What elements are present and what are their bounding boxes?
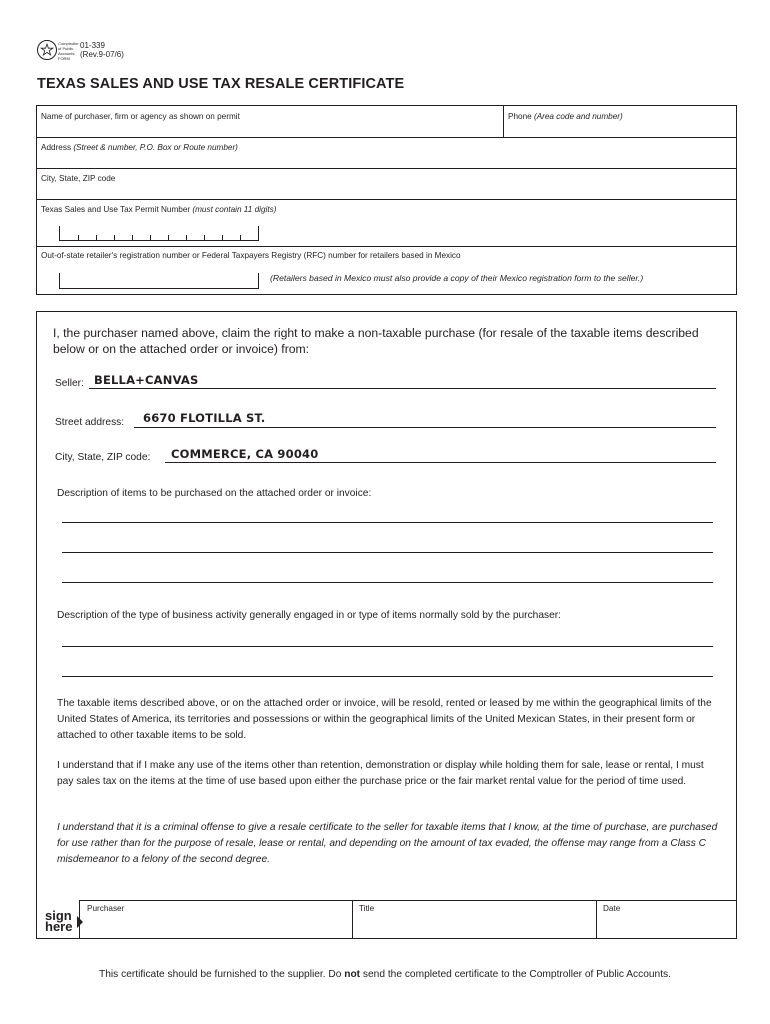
rfc-number-input[interactable] — [59, 273, 259, 289]
seller-city-input[interactable]: COMMERCE, CA 90040 — [171, 447, 319, 461]
arrow-right-icon — [77, 916, 83, 928]
seller-input[interactable]: BELLA+CANVAS — [94, 373, 199, 387]
seller-line — [89, 388, 716, 389]
claim-intro: I, the purchaser named above, claim the right to make a non-taxable purchase (for resale of the taxable items described below or on the attached order or invoice) from: — [53, 326, 699, 356]
items-line-1[interactable] — [62, 522, 713, 523]
permit-number-label: Texas Sales and Use Tax Permit Number (must contain 11 digits) — [41, 205, 277, 214]
resale-statement: The taxable items described above, or on the attached order or invoice, will be resold, rented or leased by me within the geographical limits of the United States of America, its territories and possessions or within the geographical limits of the United Mexican States, in their present form or attached to other taxable items to be sold. — [57, 698, 712, 741]
page-title: TEXAS SALES AND USE TAX RESALE CERTIFICATE — [37, 76, 405, 92]
business-activity-label: Description of the type of business activity generally engaged in or type of items normally sold by the purchaser: — [57, 610, 561, 621]
form-revision: (Rev.9-07/6) — [80, 50, 124, 59]
street-address-label: Street address: — [55, 417, 125, 428]
purchaser-name-label: Name of purchaser, firm or agency as shown on permit — [41, 112, 240, 121]
activity-line-1[interactable] — [62, 646, 713, 647]
criminal-offense-warning: I understand that it is a criminal offense to give a resale certificate to the seller for taxable items that I know, at the time of purchase, are purchased for use rather than for the purpose of resale, lease or rental, and depending on the amount of tax evaded, the offense may range from a Class C misdemeanor to a felony of the second degree. — [57, 822, 718, 865]
rfc-number-label: Out-of-state retailer's registration number or Federal Taxpayers Registry (RFC) number for retailers based in Mexico — [41, 251, 461, 260]
items-line-3[interactable] — [62, 582, 713, 583]
seller-city-line — [165, 462, 716, 463]
form-number: 01-339 (Rev.9-07/6) — [80, 41, 124, 59]
purchaser-info-box — [36, 105, 737, 295]
activity-line-2[interactable] — [62, 676, 713, 677]
phone-label: Phone (Area code and number) — [508, 112, 623, 121]
permit-number-input[interactable] — [59, 226, 259, 241]
purchaser-signature-label: Purchaser — [87, 904, 125, 913]
items-description-label: Description of items to be purchased on the attached order or invoice: — [57, 488, 372, 499]
seller-label: Seller: — [55, 378, 84, 389]
sign-here-label: sign here — [45, 908, 73, 934]
street-address-input[interactable]: 6670 FLOTILLA ST. — [143, 411, 266, 425]
agency-name: Comptroller of Public Accounts FORM — [58, 41, 79, 61]
title-field[interactable] — [596, 900, 597, 938]
title-label: Title — [359, 904, 375, 913]
purchaser-signature-field[interactable] — [352, 900, 353, 938]
resale-claim-box — [36, 311, 737, 939]
mexico-registration-note: (Retailers based in Mexico must also provide a copy of their Mexico registration form to the seller.) — [270, 273, 644, 283]
street-address-line — [134, 427, 716, 428]
address-label: Address (Street & number, P.O. Box or Route number) — [41, 143, 238, 152]
texas-seal-icon — [37, 40, 57, 60]
items-line-2[interactable] — [62, 552, 713, 553]
date-label: Date — [603, 904, 621, 913]
footer-note: This certificate should be furnished to the supplier. Do not send the completed certificate to the Comptroller of Public Accounts. — [99, 969, 671, 980]
city-state-zip-label: City, State, ZIP code — [41, 174, 116, 183]
use-tax-statement: I understand that if I make any use of the items other than retention, demonstration or display while holding them for sale, lease or rental, I must pay sales tax on the items at the time of use based upon either the purchase price or the fair market rental value for the period of time used. — [57, 760, 704, 787]
seller-city-label: City, State, ZIP code: — [55, 452, 151, 463]
